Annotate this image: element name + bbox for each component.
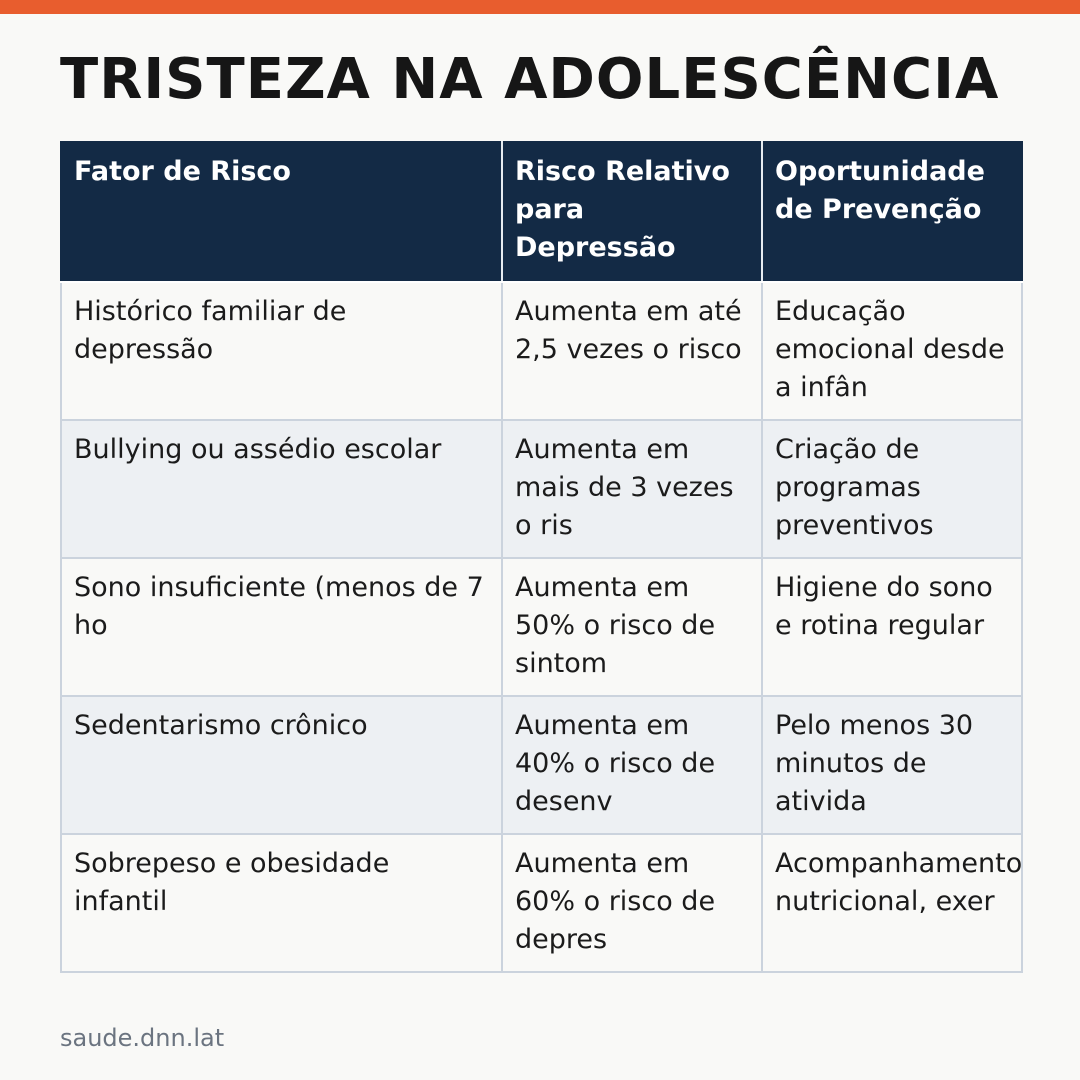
cell-risk-factor: Sono insuficiente (menos de 7 ho [61, 558, 502, 696]
cell-relative-risk: Aumenta em 50% o risco de sintom [502, 558, 762, 696]
cell-prevention: Acompanhamento nutricional, exer [762, 834, 1022, 972]
table-row [61, 696, 1022, 834]
site-url: saude.dnn.lat [60, 1024, 225, 1052]
cell-relative-risk: Aumenta em mais de 3 vezes o ris [502, 420, 762, 558]
table-row [61, 420, 1022, 558]
header-risk-factor: Fator de Risco [61, 142, 502, 282]
table-row [61, 282, 1022, 420]
cell-relative-risk: Aumenta em 40% o risco de desenv [502, 696, 762, 834]
page-title: TRISTEZA NA ADOLESCÊNCIA [60, 47, 1000, 112]
cell-prevention: Criação de programas preventivos [762, 420, 1022, 558]
cell-relative-risk: Aumenta em 60% o risco de depres [502, 834, 762, 972]
header-relative-risk: Risco Relativo para Depressão [502, 142, 762, 282]
table-row [61, 558, 1022, 696]
risk-table [60, 141, 1023, 973]
cell-relative-risk: Aumenta em até 2,5 vezes o risco [502, 282, 762, 420]
cell-risk-factor: Sobrepeso e obesidade infantil [61, 834, 502, 972]
table-row [61, 834, 1022, 972]
cell-prevention: Educação emocional desde a infân [762, 282, 1022, 420]
cell-prevention: Higiene do sono e rotina regular [762, 558, 1022, 696]
cell-risk-factor: Bullying ou assédio escolar [61, 420, 502, 558]
cell-risk-factor: Sedentarismo crônico [61, 696, 502, 834]
cell-prevention: Pelo menos 30 minutos de ativida [762, 696, 1022, 834]
cell-risk-factor: Histórico familiar de depressão [61, 282, 502, 420]
header-prevention: Oportunidade de Prevenção [762, 142, 1022, 282]
table-header-row [61, 142, 1022, 282]
accent-bar [0, 0, 1080, 14]
